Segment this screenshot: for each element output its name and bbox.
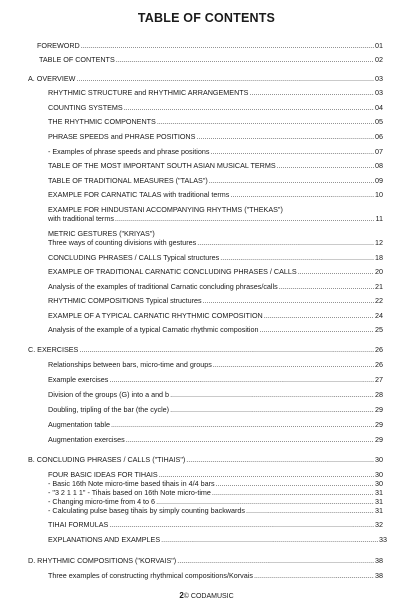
toc-entry[interactable]: EXAMPLE OF A TYPICAL CARNATIC RHYTHMIC COMPOSITION ..... 24: [48, 311, 383, 320]
toc-entry-line1[interactable]: EXAMPLE FOR HINDUSTANI ACCOMPANYING RHYTHMS ("THEKAS"): [48, 205, 283, 214]
toc-entry[interactable]: - Examples of phrase speeds and phrase positions ..... 07: [48, 147, 383, 156]
toc-subentry[interactable]: - Calculating pulse baseg tihais by simply counting backwards ..... 31: [48, 506, 383, 515]
toc-entry[interactable]: COUNTING SYSTEMS ..... 04: [48, 103, 383, 112]
toc-entry[interactable]: Augmentation exercises ..... 29: [48, 435, 383, 444]
toc-entry[interactable]: Example exercises ..... 27: [48, 375, 383, 384]
toc-entry[interactable]: TABLE OF TRADITIONAL MEASURES ("TALAS") ..... 09: [48, 176, 383, 185]
toc-entry[interactable]: RHYTHMIC COMPOSITIONS Typical structures ..... 22: [48, 296, 383, 305]
toc-entry-line2[interactable]: with traditional terms ..... 11: [48, 214, 383, 223]
toc-entry-table-of-contents[interactable]: TABLE OF CONTENTS ..... 02: [37, 55, 383, 64]
toc-subentry[interactable]: - Changing micro-time from 4 to 6 ..... 31: [48, 497, 383, 506]
page-title: TABLE OF CONTENTS: [137, 11, 276, 25]
toc-entry[interactable]: EXAMPLE FOR CARNATIC TALAS with traditional terms ..... 10: [48, 190, 383, 199]
toc-section-overview[interactable]: A. OVERVIEW ..... 03: [28, 74, 383, 83]
toc-entry[interactable]: Division of the groups (G) into a and b ..... 28: [48, 390, 383, 399]
toc-entry[interactable]: Analysis of the examples of traditional Carnatic concluding phrases/calls ..... 21: [48, 282, 383, 291]
toc-entry[interactable]: Augmentation table ..... 29: [48, 420, 383, 429]
toc-section-exercises[interactable]: C. EXERCISES ..... 26: [28, 345, 383, 354]
toc-subentry[interactable]: - "3 2 1 1 1" - Tihais based on 16th Note micro-time ..... 31: [48, 488, 383, 497]
page-footer: [0, 591, 413, 600]
toc-entry[interactable]: TIHAI FORMULAS ..... 32: [48, 520, 383, 529]
toc-entry-line2[interactable]: Three ways of counting divisions with gestures ..... 12: [48, 238, 383, 247]
toc-section-korvais[interactable]: D. RHYTHMIC COMPOSITIONS ("KORVAIS") ..... 38: [28, 556, 383, 565]
toc-entry[interactable]: Doubling, tripling of the bar (the cycle) ..... 29: [48, 405, 383, 414]
toc-section-tihais[interactable]: B. CONCLUDING PHRASES / CALLS ("TIHAIS") ..... 30: [28, 455, 383, 464]
toc-entry-line1[interactable]: METRIC GESTURES ("KRIYAS"): [48, 229, 155, 238]
toc-entry[interactable]: FOUR BASIC IDEAS FOR TIHAIS ..... 30: [48, 470, 383, 479]
toc-entry[interactable]: TABLE OF THE MOST IMPORTANT SOUTH ASIAN MUSICAL TERMS ..... 08: [48, 161, 383, 170]
toc-subentry[interactable]: - Basic 16th Note micro-time based tihais in 4/4 bars ..... 30: [48, 479, 383, 488]
toc-entry[interactable]: PHRASE SPEEDS and PHRASE POSITIONS ..... 06: [48, 132, 383, 141]
toc-entry-foreword[interactable]: FOREWORD ..... 01: [37, 41, 383, 50]
toc-entry[interactable]: Relationships between bars, micro-time and groups ..... 26: [48, 360, 383, 369]
toc-entry[interactable]: Analysis of the example of a typical Carnatic rhythmic composition ..... 25: [48, 325, 383, 334]
toc-entry[interactable]: EXPLANATIONS AND EXAMPLES ..... 33: [48, 535, 387, 544]
page-number: 2: [179, 591, 184, 600]
copyright-text: © CODAMUSIC: [183, 593, 234, 600]
toc-entry[interactable]: THE RHYTHMIC COMPONENTS ..... 05: [48, 117, 383, 126]
toc-entry[interactable]: RHYTHMIC STRUCTURE and RHYTHMIC ARRANGEMENTS ..... 03: [48, 88, 383, 97]
toc-entry[interactable]: EXAMPLE OF TRADITIONAL CARNATIC CONCLUDING PHRASES / CALLS ..... 20: [48, 267, 383, 276]
toc-entry[interactable]: Three examples of constructing rhythmical compositions/Korvais ..... 38: [48, 571, 383, 580]
toc-entry[interactable]: CONCLUDING PHRASES / CALLS Typical structures ..... 18: [48, 253, 383, 262]
